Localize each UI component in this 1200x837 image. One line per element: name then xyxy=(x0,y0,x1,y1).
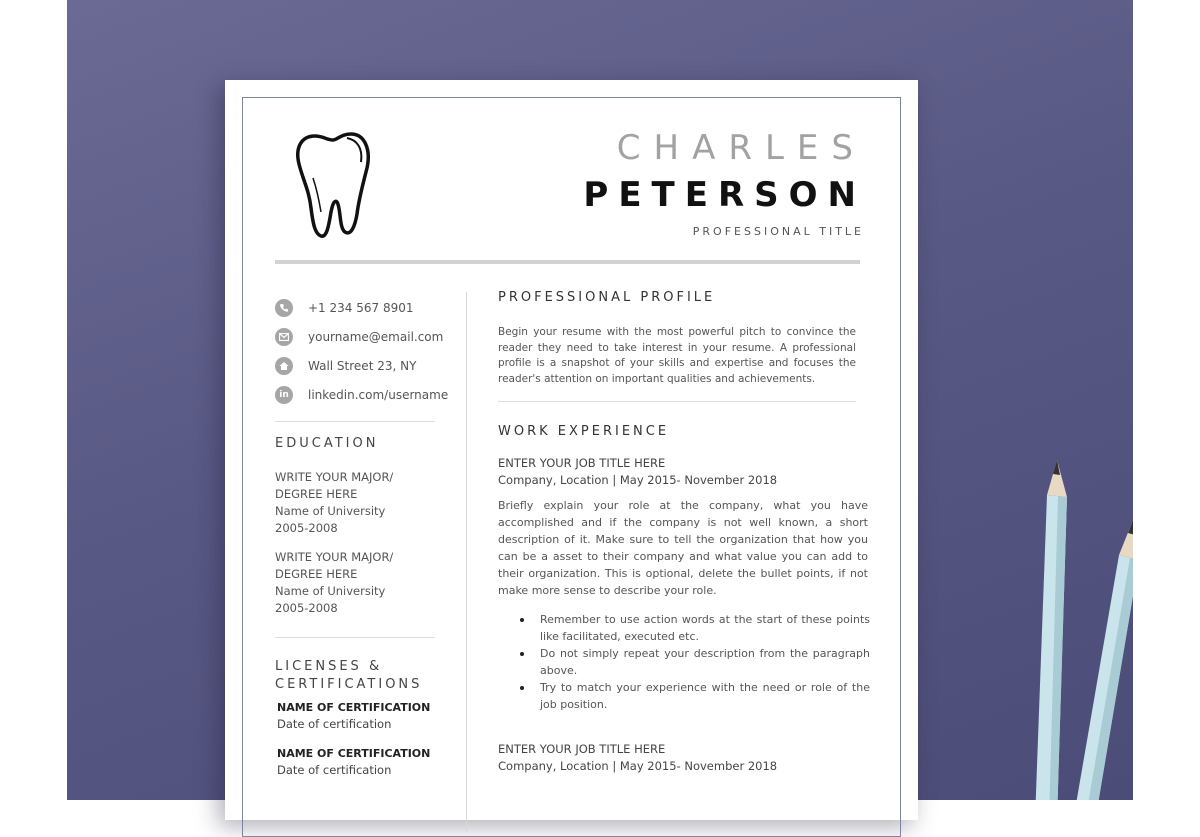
address-text: Wall Street 23, NY xyxy=(308,358,417,373)
education-years: 2005-2008 xyxy=(275,521,338,535)
job-description: Briefly explain your role at the company, what you have accomplished and if the company is not well known, a short description of it. Make sure to tell the organization that how you can be a asset to their company and what value you can add to their organization. This is optional, delete the bullet points, if not make more sense to describe your role. xyxy=(498,499,868,597)
contact-email xyxy=(275,322,444,351)
bullet-item xyxy=(540,679,870,713)
education-major: WRITE YOUR MAJOR/ xyxy=(275,470,394,484)
professional-title: PROFESSIONAL TITLE xyxy=(692,225,864,238)
divider xyxy=(498,401,856,402)
certification-name: NAME OF CERTIFICATION xyxy=(277,747,431,760)
last-name: PETERSON xyxy=(583,175,866,215)
left-column xyxy=(275,293,449,778)
phone-icon xyxy=(275,299,293,317)
education-heading: EDUCATION xyxy=(275,436,379,451)
contact-linkedin xyxy=(275,380,449,409)
tooth-icon xyxy=(293,128,373,240)
job-title: ENTER YOUR JOB TITLE HERE xyxy=(498,456,666,470)
right-column xyxy=(498,290,868,775)
home-icon xyxy=(275,357,293,375)
contact-phone xyxy=(275,293,435,322)
certification-name: NAME OF CERTIFICATION xyxy=(277,701,431,714)
phone-text: +1 234 567 8901 xyxy=(308,300,414,315)
education-university: Name of University xyxy=(275,504,386,518)
education-major: DEGREE HERE xyxy=(275,487,358,501)
licenses-heading xyxy=(275,658,435,694)
education-university: Name of University xyxy=(275,584,386,598)
job-meta: Company, Location | May 2015- November 2018 xyxy=(498,473,778,487)
education-major: WRITE YOUR MAJOR/ xyxy=(275,550,394,564)
job-entry xyxy=(498,741,868,775)
profile-heading: PROFESSIONAL PROFILE xyxy=(498,290,716,305)
certification-date: Date of certification xyxy=(277,717,392,731)
email-icon xyxy=(275,328,293,346)
pencil-right xyxy=(1067,520,1133,800)
licenses-heading-line: CERTIFICATIONS xyxy=(275,677,423,692)
linkedin-text: linkedin.com/username xyxy=(308,387,449,402)
certification-date: Date of certification xyxy=(277,763,392,777)
job-meta: Company, Location | May 2015- November 2018 xyxy=(498,759,778,773)
bullet-text: Do not simply repeat your description from the paragraph above. xyxy=(540,647,870,677)
job-entry xyxy=(498,455,868,713)
email-text: yourname@email.com xyxy=(308,329,444,344)
first-name: CHARLES xyxy=(616,128,866,168)
bullet-item xyxy=(540,611,870,645)
bullet-item xyxy=(540,645,870,679)
certification-entry xyxy=(275,746,435,778)
education-entry xyxy=(275,469,435,537)
divider xyxy=(275,637,435,638)
job-title: ENTER YOUR JOB TITLE HERE xyxy=(498,742,666,756)
work-heading: WORK EXPERIENCE xyxy=(498,424,670,439)
header-divider xyxy=(275,260,860,264)
education-entry xyxy=(275,549,435,617)
divider xyxy=(275,421,435,422)
certification-entry xyxy=(275,700,435,732)
contact-address xyxy=(275,351,435,380)
bullet-text: Remember to use action words at the start of these points like facilitated, executed etc. xyxy=(540,613,870,643)
profile-text: Begin your resume with the most powerful pitch to convince the reader they need to take interest in your resume. A professional profile is a snapshot of your skills and expertise and focuses the reader's attention on important qualities and achievements. xyxy=(498,326,856,385)
column-divider xyxy=(466,292,467,832)
resume-page xyxy=(225,80,918,820)
education-major: DEGREE HERE xyxy=(275,567,358,581)
licenses-heading-line: LICENSES & xyxy=(275,659,383,674)
job-bullets xyxy=(498,611,870,713)
linkedin-icon: in xyxy=(275,386,293,404)
bullet-text: Try to match your experience with the need or role of the job position. xyxy=(540,681,870,711)
education-years: 2005-2008 xyxy=(275,601,338,615)
